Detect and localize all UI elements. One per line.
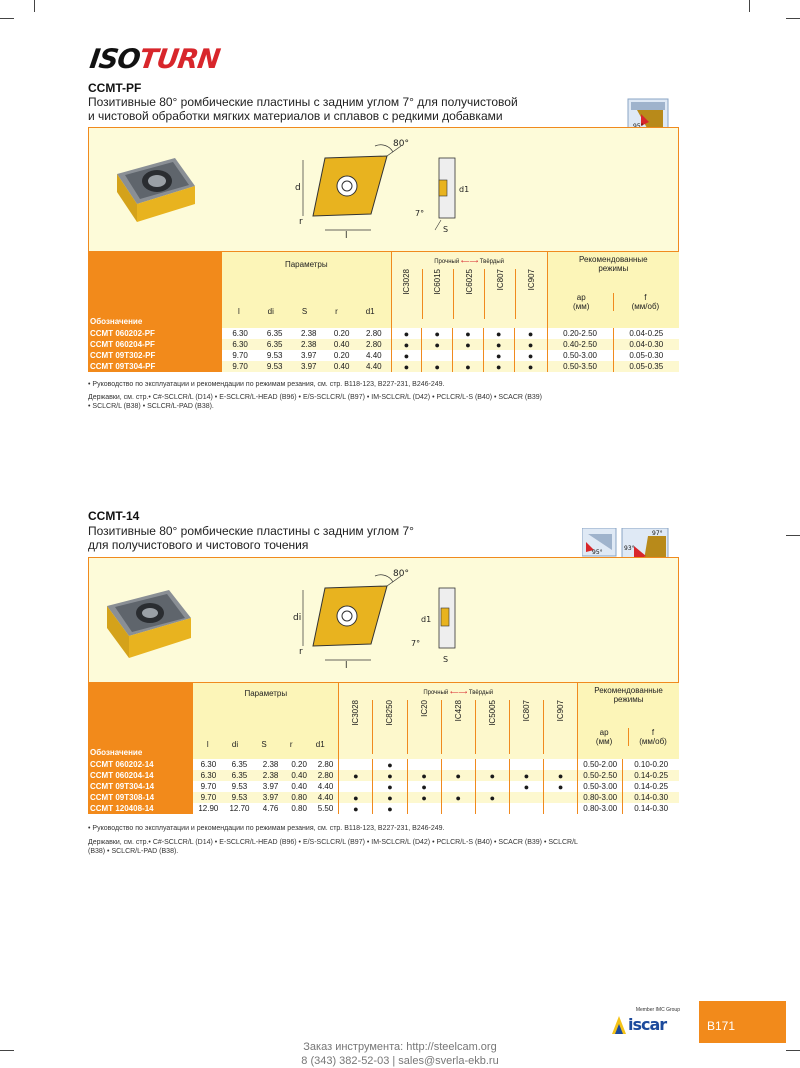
param-cell: 3.97 bbox=[256, 792, 286, 803]
grade-cell: ● bbox=[339, 770, 373, 781]
col-s: S bbox=[301, 307, 308, 316]
param-cell: 2.80 bbox=[313, 759, 339, 770]
params-header bbox=[222, 252, 391, 328]
crop-mark bbox=[0, 18, 14, 19]
grade-cell: ● bbox=[475, 792, 509, 803]
f-cell: 0.14-0.30 bbox=[623, 803, 679, 814]
grade-ic807: IC807 bbox=[495, 269, 505, 291]
side-s: S bbox=[443, 655, 449, 664]
grade-cell: ● bbox=[514, 350, 547, 361]
col-s: S bbox=[261, 740, 267, 749]
drawing-angle: 80° bbox=[393, 139, 409, 149]
section2-note-guide: • Руководство по эксплуатации и рекомендации по режимам резания, см. стр. В118-123, В227-231, В246-249. bbox=[88, 825, 445, 832]
grade-cell bbox=[475, 781, 509, 792]
grade-cell bbox=[407, 803, 441, 814]
grade-cell bbox=[543, 803, 577, 814]
f-cell: 0.04-0.25 bbox=[613, 328, 679, 339]
param-cell: 0.20 bbox=[326, 328, 357, 339]
grade-cell: ● bbox=[543, 770, 577, 781]
grade-cell: ● bbox=[339, 792, 373, 803]
icon-angle-97: 97° bbox=[652, 530, 663, 537]
param-cell: 2.38 bbox=[256, 770, 286, 781]
hardness-left: Прочный bbox=[423, 690, 449, 696]
drawing-r: r bbox=[299, 217, 303, 227]
grade-cell: ● bbox=[422, 361, 453, 372]
ap-cell: 0.50-3.00 bbox=[578, 781, 623, 792]
iscar-emblem-icon bbox=[612, 1016, 626, 1034]
param-cell: 3.97 bbox=[291, 350, 326, 361]
grade-cell bbox=[509, 759, 543, 770]
grade-cell: ● bbox=[407, 792, 441, 803]
param-cell: 4.40 bbox=[313, 781, 339, 792]
f-cell: 0.05-0.30 bbox=[613, 350, 679, 361]
section1-note-holders: Державки, см. стр.• C#-SCLCR/L (D14) • E-SCLCR/L-HEAD (B96) • E/S-SCLCR/L (B97) • IM-SCLCR/L (D42) • PCLCR/L-S (B40) • SCACR (B39) bbox=[88, 394, 543, 401]
section1-table-body bbox=[88, 328, 679, 372]
grade-cell: ● bbox=[339, 803, 373, 814]
crop-mark bbox=[0, 1050, 14, 1051]
grade-cell: ● bbox=[453, 339, 484, 350]
param-cell: 2.80 bbox=[313, 770, 339, 781]
ap-cell: 0.80-3.00 bbox=[578, 803, 623, 814]
grade-ic3028: IC3028 bbox=[402, 269, 412, 295]
ap-unit: (мм) bbox=[573, 302, 590, 311]
grade-cell bbox=[475, 803, 509, 814]
hardness-right: Твёрдый bbox=[479, 259, 505, 265]
param-cell: 4.40 bbox=[357, 350, 391, 361]
grade-cell bbox=[509, 803, 543, 814]
grade-cell bbox=[453, 350, 484, 361]
recommended-label: Рекомендованные режимы bbox=[594, 686, 663, 704]
grade-cell bbox=[339, 781, 373, 792]
section2-note-holders-cont: (B38) • SCLCR/L-PAD (B38). bbox=[88, 848, 179, 855]
col-l: l bbox=[237, 307, 240, 316]
grade-cell: ● bbox=[391, 361, 422, 372]
footer-contact-line: 8 (343) 382-52-03 | sales@sverla-ekb.ru bbox=[301, 1055, 499, 1067]
ap-cell: 0.20-2.50 bbox=[547, 328, 613, 339]
grade-ic5005: IC5005 bbox=[487, 700, 497, 726]
grade-cell bbox=[339, 759, 373, 770]
grade-cell bbox=[441, 803, 475, 814]
recommended-label: Рекомендованные режимы bbox=[579, 255, 648, 273]
param-cell: 2.38 bbox=[256, 759, 286, 770]
crop-mark bbox=[34, 0, 35, 12]
drawing-d: d bbox=[295, 183, 301, 193]
crop-mark bbox=[786, 535, 800, 536]
table-row bbox=[88, 770, 679, 781]
param-cell: 12.90 bbox=[193, 803, 223, 814]
section1-note-holders-cont: • SCLCR/L (B38) • SCLCR/L-PAD (B38). bbox=[88, 403, 214, 410]
param-cell: 6.30 bbox=[193, 770, 223, 781]
designation-header: Обозначение bbox=[88, 683, 193, 759]
designation-cell: CCMT 060202-PF bbox=[88, 328, 222, 339]
section2-title: CCMT-14 bbox=[88, 509, 140, 523]
side-d1: d1 bbox=[459, 185, 470, 194]
grade-cell: ● bbox=[422, 339, 453, 350]
ap-cell: 0.50-2.50 bbox=[578, 770, 623, 781]
section1-note-guide: • Руководство по эксплуатации и рекомендации по режимам резания, см. стр. В118-123, В227-231, В246-249. bbox=[88, 381, 445, 388]
ap-unit: (мм) bbox=[595, 737, 613, 746]
grade-cell: ● bbox=[373, 792, 407, 803]
param-cell: 9.70 bbox=[193, 781, 223, 792]
recommended-header bbox=[578, 683, 679, 759]
grade-cell: ● bbox=[373, 781, 407, 792]
grade-cell: ● bbox=[475, 770, 509, 781]
param-cell: 4.76 bbox=[256, 803, 286, 814]
param-cell: 2.80 bbox=[357, 328, 391, 339]
f-unit: (мм/об) bbox=[631, 302, 660, 311]
param-cell: 6.35 bbox=[258, 328, 291, 339]
grade-ic6015: IC6015 bbox=[433, 269, 443, 295]
col-r: r bbox=[289, 740, 293, 749]
insert-photo bbox=[103, 586, 195, 664]
insert-photo bbox=[113, 152, 199, 228]
section1-subtitle-1: Позитивные 80° ромбические пластины с задним углом 7° для получистовой bbox=[88, 95, 518, 109]
param-cell: 6.30 bbox=[193, 759, 223, 770]
param-cell: 9.53 bbox=[258, 350, 291, 361]
grade-cell: ● bbox=[483, 339, 514, 350]
grade-ic8250: IC8250 bbox=[385, 700, 395, 726]
grade-cell: ● bbox=[441, 792, 475, 803]
ap-cell: 0.80-3.00 bbox=[578, 792, 623, 803]
designation-cell: CCMT 060204-PF bbox=[88, 339, 222, 350]
param-cell: 9.53 bbox=[258, 361, 291, 372]
param-cell: 0.40 bbox=[326, 339, 357, 350]
param-cell: 3.97 bbox=[291, 361, 326, 372]
recommended-header bbox=[547, 252, 679, 328]
param-cell: 9.53 bbox=[223, 781, 255, 792]
param-cell: 0.20 bbox=[326, 350, 357, 361]
icon-angle-93: 93° bbox=[624, 545, 635, 552]
grades-header: Прочный ⟵⟶ Твёрдый IC3028 IC6015 IC6025 IC807 IC907 bbox=[391, 252, 547, 328]
hardness-left: Прочный bbox=[434, 259, 460, 265]
table-row bbox=[88, 328, 679, 339]
params-label: Параметры bbox=[244, 689, 288, 698]
param-cell: 9.70 bbox=[222, 361, 258, 372]
table-row bbox=[88, 803, 679, 814]
param-cell: 4.40 bbox=[313, 792, 339, 803]
grade-cell: ● bbox=[514, 328, 547, 339]
drawing-l: l bbox=[345, 231, 348, 241]
grade-cell bbox=[441, 759, 475, 770]
param-cell: 4.40 bbox=[357, 361, 391, 372]
grade-cell: ● bbox=[543, 781, 577, 792]
ap-cell: 0.40-2.50 bbox=[547, 339, 613, 350]
param-cell: 0.40 bbox=[286, 770, 313, 781]
table-row bbox=[88, 759, 679, 770]
param-cell: 6.35 bbox=[258, 339, 291, 350]
param-cell: 6.35 bbox=[223, 770, 255, 781]
param-cell: 2.38 bbox=[291, 339, 326, 350]
param-cell: 6.35 bbox=[223, 759, 255, 770]
section1-title: CCMT-PF bbox=[88, 81, 142, 95]
designation-cell: CCMT 09T304-PF bbox=[88, 361, 222, 372]
param-cell: 9.53 bbox=[223, 792, 255, 803]
table-row bbox=[88, 361, 679, 372]
f-cell: 0.05-0.35 bbox=[613, 361, 679, 372]
grade-cell: ● bbox=[422, 328, 453, 339]
f-cell: 0.10-0.20 bbox=[623, 759, 679, 770]
grade-cell: ● bbox=[453, 328, 484, 339]
grade-ic907: IC907 bbox=[556, 700, 566, 722]
grade-cell: ● bbox=[373, 803, 407, 814]
col-d1: d1 bbox=[365, 307, 375, 316]
section2-note-holders: Державки, см. стр.• C#-SCLCR/L (D14) • E-SCLCR/L-HEAD (B96) • E/S-SCLCR/L (B97) • IM-SCLCR/L (D42) • PCLCR/L-S (B40) • SCACR (B39) • SCLCR/L bbox=[88, 839, 578, 846]
param-cell: 12.70 bbox=[223, 803, 255, 814]
ap-label: ap bbox=[576, 293, 586, 302]
ap-label: ap bbox=[599, 728, 609, 737]
designation-cell: CCMT 09T308-14 bbox=[88, 792, 193, 803]
grade-cell: ● bbox=[407, 781, 441, 792]
section2-table-body bbox=[88, 759, 679, 814]
section2-spec-table bbox=[88, 683, 679, 814]
param-cell: 0.80 bbox=[286, 792, 313, 803]
logo-iso: ISO bbox=[87, 44, 142, 75]
col-l: l bbox=[206, 740, 209, 749]
grade-cell bbox=[475, 759, 509, 770]
f-cell: 0.14-0.25 bbox=[623, 781, 679, 792]
f-label: f bbox=[651, 728, 655, 737]
grade-cell: ● bbox=[483, 350, 514, 361]
drawing-l: l bbox=[345, 661, 348, 671]
param-cell: 0.80 bbox=[286, 803, 313, 814]
grade-cell bbox=[441, 781, 475, 792]
param-cell: 0.40 bbox=[326, 361, 357, 372]
designation-header: Обозначение bbox=[88, 252, 222, 328]
grade-cell bbox=[543, 759, 577, 770]
f-cell: 0.04-0.30 bbox=[613, 339, 679, 350]
iscar-wordmark: iscar bbox=[628, 1015, 667, 1034]
ap-cell: 0.50-2.00 bbox=[578, 759, 623, 770]
grade-cell: ● bbox=[509, 781, 543, 792]
param-cell: 5.50 bbox=[313, 803, 339, 814]
grade-cell: ● bbox=[514, 339, 547, 350]
param-cell: 6.30 bbox=[222, 328, 258, 339]
hardness-right: Твёрдый bbox=[468, 690, 494, 696]
f-label: f bbox=[644, 293, 647, 302]
grade-cell bbox=[509, 792, 543, 803]
params-label: Параметры bbox=[284, 260, 328, 269]
grade-cell bbox=[543, 792, 577, 803]
logo-turn: TURN bbox=[137, 44, 222, 75]
crop-mark bbox=[786, 1050, 800, 1051]
param-cell: 0.20 bbox=[286, 759, 313, 770]
param-cell: 9.70 bbox=[222, 350, 258, 361]
grade-ic428: IC428 bbox=[453, 700, 463, 722]
grade-cell: ● bbox=[373, 770, 407, 781]
section2-subtitle-2: для получистового и чистового точения bbox=[88, 538, 309, 552]
grade-cell: ● bbox=[391, 350, 422, 361]
designation-cell: CCMT 060204-14 bbox=[88, 770, 193, 781]
grade-cell: ● bbox=[391, 328, 422, 339]
grade-cell: ● bbox=[373, 759, 407, 770]
section2-subtitle-1: Позитивные 80° ромбические пластины с задним углом 7° bbox=[88, 524, 414, 538]
f-cell: 0.14-0.25 bbox=[623, 770, 679, 781]
col-d1: d1 bbox=[315, 740, 325, 749]
grade-ic3028: IC3028 bbox=[351, 700, 361, 726]
grade-cell: ● bbox=[509, 770, 543, 781]
designation-cell: CCMT 060202-14 bbox=[88, 759, 193, 770]
f-cell: 0.14-0.30 bbox=[623, 792, 679, 803]
grade-cell bbox=[407, 759, 441, 770]
param-cell: 9.70 bbox=[193, 792, 223, 803]
designation-cell: CCMT 120408-14 bbox=[88, 803, 193, 814]
grade-ic807: IC807 bbox=[521, 700, 531, 722]
col-di: di bbox=[267, 307, 274, 316]
footer-order-line: Заказ инструмента: http://steelcam.org bbox=[303, 1041, 497, 1053]
grades-header: Прочный ⟵⟶ Твёрдый IC3028 IC8250 IC20 IC428 IC5005 IC807 IC907 bbox=[339, 683, 578, 759]
grade-ic907: IC907 bbox=[527, 269, 537, 291]
param-cell: 0.40 bbox=[286, 781, 313, 792]
params-header bbox=[193, 683, 338, 759]
side-d1: d1 bbox=[421, 615, 432, 624]
grade-cell: ● bbox=[483, 328, 514, 339]
drawing-di: di bbox=[293, 613, 302, 623]
grade-cell: ● bbox=[441, 770, 475, 781]
grade-cell: ● bbox=[483, 361, 514, 372]
grade-ic20: IC20 bbox=[419, 700, 429, 717]
side-s: S bbox=[443, 225, 449, 234]
grade-cell: ● bbox=[453, 361, 484, 372]
section1-subtitle-2: и чистовой обработки мягких материалов и сплавов с редкими добавками bbox=[88, 109, 503, 123]
param-cell: 2.80 bbox=[357, 339, 391, 350]
ap-cell: 0.50-3.00 bbox=[547, 350, 613, 361]
grade-cell: ● bbox=[514, 361, 547, 372]
drawing-r: r bbox=[299, 647, 303, 657]
isoturn-logo bbox=[88, 44, 222, 75]
param-cell: 6.30 bbox=[222, 339, 258, 350]
icon-angle-95a: 95° bbox=[592, 549, 603, 556]
grade-cell: ● bbox=[407, 770, 441, 781]
col-di: di bbox=[231, 740, 239, 749]
table-row bbox=[88, 781, 679, 792]
ap-cell: 0.50-3.50 bbox=[547, 361, 613, 372]
grade-cell: ● bbox=[391, 339, 422, 350]
grade-cell bbox=[422, 350, 453, 361]
table-row bbox=[88, 792, 679, 803]
side-clearance: 7° bbox=[415, 209, 425, 218]
table-row bbox=[88, 350, 679, 361]
col-r: r bbox=[335, 307, 338, 316]
iscar-logo bbox=[612, 1007, 680, 1037]
designation-cell: CCMT 09T304-14 bbox=[88, 781, 193, 792]
section1-spec-table bbox=[88, 252, 679, 372]
designation-cell: CCMT 09T302-PF bbox=[88, 350, 222, 361]
section1-figure-panel bbox=[88, 127, 679, 252]
table-row bbox=[88, 339, 679, 350]
section2-figure-panel bbox=[88, 557, 679, 683]
insert-side-view bbox=[399, 580, 479, 672]
page-number: B171 bbox=[707, 1019, 736, 1033]
grade-ic6025: IC6025 bbox=[464, 269, 474, 295]
page-number-tab bbox=[699, 1001, 786, 1043]
crop-mark bbox=[749, 0, 750, 12]
side-clearance: 7° bbox=[411, 639, 421, 648]
drawing-angle: 80° bbox=[393, 569, 409, 579]
param-cell: 3.97 bbox=[256, 781, 286, 792]
f-unit: (мм/об) bbox=[639, 737, 667, 746]
param-cell: 2.38 bbox=[291, 328, 326, 339]
iscar-member-text: Member IMC Group bbox=[635, 1007, 680, 1013]
insert-side-view bbox=[399, 150, 479, 242]
crop-mark bbox=[786, 18, 800, 19]
